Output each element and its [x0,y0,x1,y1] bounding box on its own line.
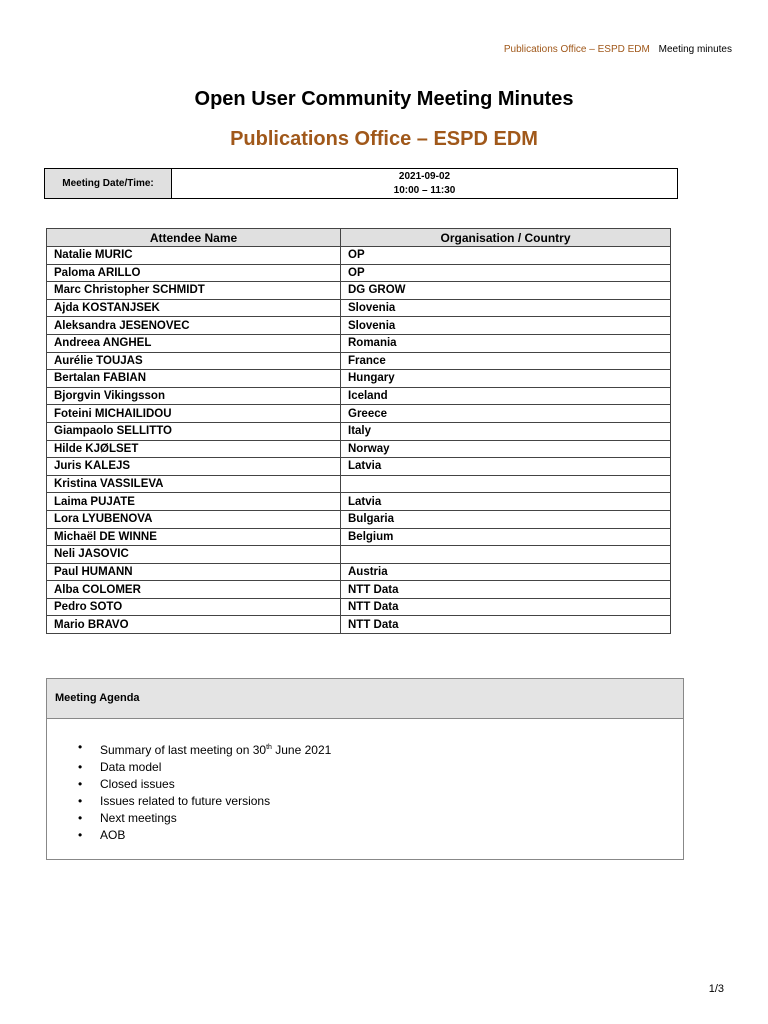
attendee-name: Michaël DE WINNE [47,528,341,546]
attendee-rows [47,247,671,634]
header-doc-type: Meeting minutes [658,44,732,55]
agenda-item [78,827,683,844]
attendee-organisation: OP [341,264,671,282]
attendee-organisation: Slovenia [341,317,671,335]
attendee-organisation: Bulgaria [341,510,671,528]
attendee-organisation: NTT Data [341,581,671,599]
meeting-date-value [172,169,678,199]
agenda-box [46,678,684,860]
bullet-icon: • [78,740,83,754]
attendee-name: Hilde KJØLSET [47,440,341,458]
agenda-item [78,810,683,827]
table-row [47,581,671,599]
attendee-name: Foteini MICHAILIDOU [47,405,341,423]
table-row [47,440,671,458]
table-row [47,422,671,440]
attendee-organisation: Slovenia [341,299,671,317]
table-row [47,405,671,423]
attendee-organisation: Greece [341,405,671,423]
table-row [47,458,671,476]
bullet-icon: • [78,760,83,774]
agenda-item-text: Next meetings [100,811,177,825]
agenda-heading: Meeting Agenda [47,679,683,719]
bullet-icon: • [78,777,83,791]
bullet-icon: • [78,828,83,842]
attendee-organisation: France [341,352,671,370]
attendee-name: Paul HUMANN [47,563,341,581]
attendee-name: Alba COLOMER [47,581,341,599]
attendee-table [46,228,671,634]
attendee-organisation: Iceland [341,387,671,405]
bullet-icon: • [78,811,83,825]
attendee-organisation: DG GROW [341,282,671,300]
attendee-organisation: Belgium [341,528,671,546]
page-number: 1/3 [708,983,724,995]
page-subtitle: Publications Office – ESPD EDM [230,128,538,150]
agenda-item-text: AOB [100,828,126,842]
table-row [47,282,671,300]
agenda-item-text: Issues related to future versions [100,794,271,808]
attendee-name: Bertalan FABIAN [47,370,341,388]
page-title: Open User Community Meeting Minutes [194,88,574,110]
table-row [47,493,671,511]
table-row [47,616,671,634]
attendee-name: Kristina VASSILEVA [47,475,341,493]
meeting-date: 2021-09-02 [398,170,451,182]
table-row [47,334,671,352]
attendee-name: Aurélie TOUJAS [47,352,341,370]
attendee-name: Marc Christopher SCHMIDT [47,282,341,300]
attendee-name: Ajda KOSTANJSEK [47,299,341,317]
attendee-name: Laima PUJATE [47,493,341,511]
attendee-name: Andreea ANGHEL [47,334,341,352]
table-row [47,546,671,564]
table-row [47,598,671,616]
meeting-date-table [44,168,678,199]
attendee-organisation: NTT Data [341,616,671,634]
attendee-name: Lora LYUBENOVA [47,510,341,528]
organisation-header: Organisation / Country [341,229,671,247]
attendee-name: Neli JASOVIC [47,546,341,564]
table-row [47,370,671,388]
attendee-organisation: Latvia [341,458,671,476]
attendee-name-header: Attendee Name [47,229,341,247]
agenda-item-tail: June 2021 [271,743,332,757]
agenda-item-text: Data model [100,760,162,774]
table-row [47,475,671,493]
table-row [47,352,671,370]
attendee-organisation: NTT Data [341,598,671,616]
table-row [47,299,671,317]
agenda-item-sup: th [266,744,272,751]
attendee-organisation: Norway [341,440,671,458]
table-row [47,528,671,546]
agenda-item [78,776,683,793]
table-row [47,317,671,335]
attendee-name: Mario BRAVO [47,616,341,634]
agenda-item [78,739,683,759]
table-row [47,264,671,282]
agenda-item [78,793,683,810]
attendee-name: Bjorgvin Vikingsson [47,387,341,405]
table-row [47,387,671,405]
agenda-list [47,739,683,844]
table-row [47,247,671,265]
meeting-date-label: Meeting Date/Time: [45,169,172,199]
attendee-name: Paloma ARILLO [47,264,341,282]
attendee-organisation: Hungary [341,370,671,388]
header-org: Publications Office – ESPD EDM [503,44,650,55]
attendee-name: Giampaolo SELLITTO [47,422,341,440]
attendee-name: Natalie MURIC [47,247,341,265]
attendee-organisation: Austria [341,563,671,581]
attendee-name: Juris KALEJS [47,458,341,476]
attendee-name: Pedro SOTO [47,598,341,616]
bullet-icon: • [78,794,83,808]
attendee-organisation [341,475,671,493]
attendee-organisation: Romania [341,334,671,352]
attendee-organisation [341,546,671,564]
attendee-organisation: Italy [341,422,671,440]
page-header [504,44,732,55]
attendee-organisation: OP [341,247,671,265]
meeting-time: 10:00 – 11:30 [393,184,456,196]
agenda-item-text: Closed issues [100,777,175,791]
attendee-organisation: Latvia [341,493,671,511]
agenda-item [78,759,683,776]
attendee-name: Aleksandra JESENOVEC [47,317,341,335]
table-row [47,510,671,528]
table-row [47,563,671,581]
agenda-item-text: Summary of last meeting on 30 [100,743,267,757]
